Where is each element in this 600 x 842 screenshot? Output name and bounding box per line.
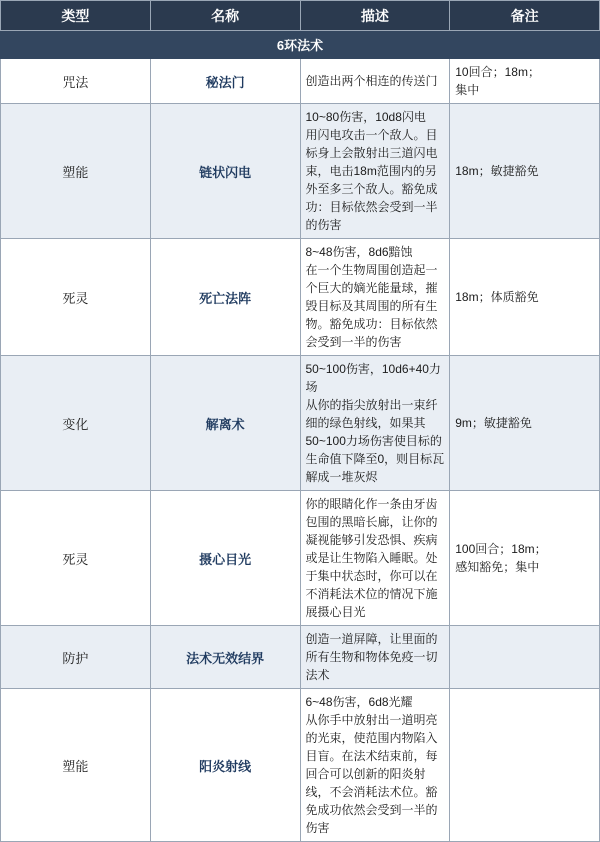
- table-row: [1, 689, 600, 842]
- table-header: [1, 1, 600, 31]
- cell-description: [300, 491, 450, 626]
- cell-description: [300, 104, 450, 239]
- cell-note: [450, 104, 600, 239]
- description-body: 在一个生物周围创造起一个巨大的嫡光能量球，摧毁目标及其周围的所有生物。豁免成功：目标依然会受到一半的伤害: [305, 263, 438, 349]
- table-row: [1, 59, 600, 104]
- cell-name: 秘法门: [150, 59, 300, 104]
- cell-description: [300, 59, 450, 104]
- table-row: [1, 356, 600, 491]
- cell-type: 咒法: [1, 59, 151, 104]
- description-body: 你的眼睛化作一条由牙齿包围的黑暗长廊，让你的凝视能够引发恐惧、疾病或是让生物陷入睡眠。处于集中状态时，你可以在不消耗法术位的情况下施展摄心目光: [305, 497, 438, 619]
- description-body: 从你的指尖放射出一束纤细的绿色射线，如果其50~100力场伤害使目标的生命值下降至0，则目标瓦解成一堆灰烬: [305, 398, 445, 484]
- cell-name: 摄心目光: [150, 491, 300, 626]
- section-title-row: [1, 31, 600, 59]
- cell-type: 防护: [1, 626, 151, 689]
- table-row: [1, 626, 600, 689]
- table-body: [1, 31, 600, 842]
- cell-description: [300, 239, 450, 356]
- cell-name: 解离术: [150, 356, 300, 491]
- cell-note: [450, 356, 600, 491]
- cell-description: [300, 626, 450, 689]
- cell-type: 变化: [1, 356, 151, 491]
- section-title: 6环法术: [1, 31, 600, 59]
- description-headline: 8~48伤害，8d6黯蚀: [305, 245, 413, 259]
- cell-note: [450, 239, 600, 356]
- column-header-name: 名称: [150, 1, 300, 31]
- description-body: 用闪电攻击一个敌人。目标身上会散射出三道闪电束，电击18m范围内的另外至多三个敌人。豁免成功：目标依然会受到一半的伤害: [305, 128, 438, 232]
- table-row: [1, 491, 600, 626]
- cell-name: 死亡法阵: [150, 239, 300, 356]
- note-line: 9m；敏捷豁免: [455, 416, 532, 430]
- note-line: 感知豁免；集中: [455, 560, 540, 574]
- column-header-note: 备注: [450, 1, 600, 31]
- note-line: 100回合；18m；: [455, 542, 547, 556]
- description-body: 创造一道屏障，让里面的所有生物和物体免疫一切法术: [305, 632, 438, 682]
- cell-note: [450, 689, 600, 842]
- cell-type: 塑能: [1, 104, 151, 239]
- note-line: 集中: [455, 83, 480, 97]
- description-headline: 10~80伤害，10d8闪电: [305, 110, 426, 124]
- header-row: [1, 1, 600, 31]
- description-headline: 50~100伤害，10d6+40力场: [305, 362, 441, 394]
- table-row: [1, 239, 600, 356]
- table-row: [1, 104, 600, 239]
- cell-note: [450, 491, 600, 626]
- note-line: 10回合；18m；: [455, 65, 540, 79]
- cell-description: [300, 356, 450, 491]
- cell-note: [450, 59, 600, 104]
- cell-type: 死灵: [1, 239, 151, 356]
- description-body: 从你手中放射出一道明亮的光束，使范围内物陷入目盲。在法术结束前，每回合可以创新的阳炎射线，不会消耗法术位。豁免成功依然会受到一半的伤害: [305, 713, 438, 835]
- note-line: 18m；敏捷豁免: [455, 164, 539, 178]
- cell-type: 塑能: [1, 689, 151, 842]
- cell-note: [450, 626, 600, 689]
- description-headline: 6~48伤害，6d8光耀: [305, 695, 413, 709]
- cell-name: 链状闪电: [150, 104, 300, 239]
- note-line: 18m；体质豁免: [455, 290, 539, 304]
- cell-description: [300, 689, 450, 842]
- cell-name: 阳炎射线: [150, 689, 300, 842]
- cell-name: 法术无效结界: [150, 626, 300, 689]
- column-header-description: 描述: [300, 1, 450, 31]
- cell-type: 死灵: [1, 491, 151, 626]
- description-body: 创造出两个相连的传送门: [305, 74, 438, 88]
- column-header-type: 类型: [1, 1, 151, 31]
